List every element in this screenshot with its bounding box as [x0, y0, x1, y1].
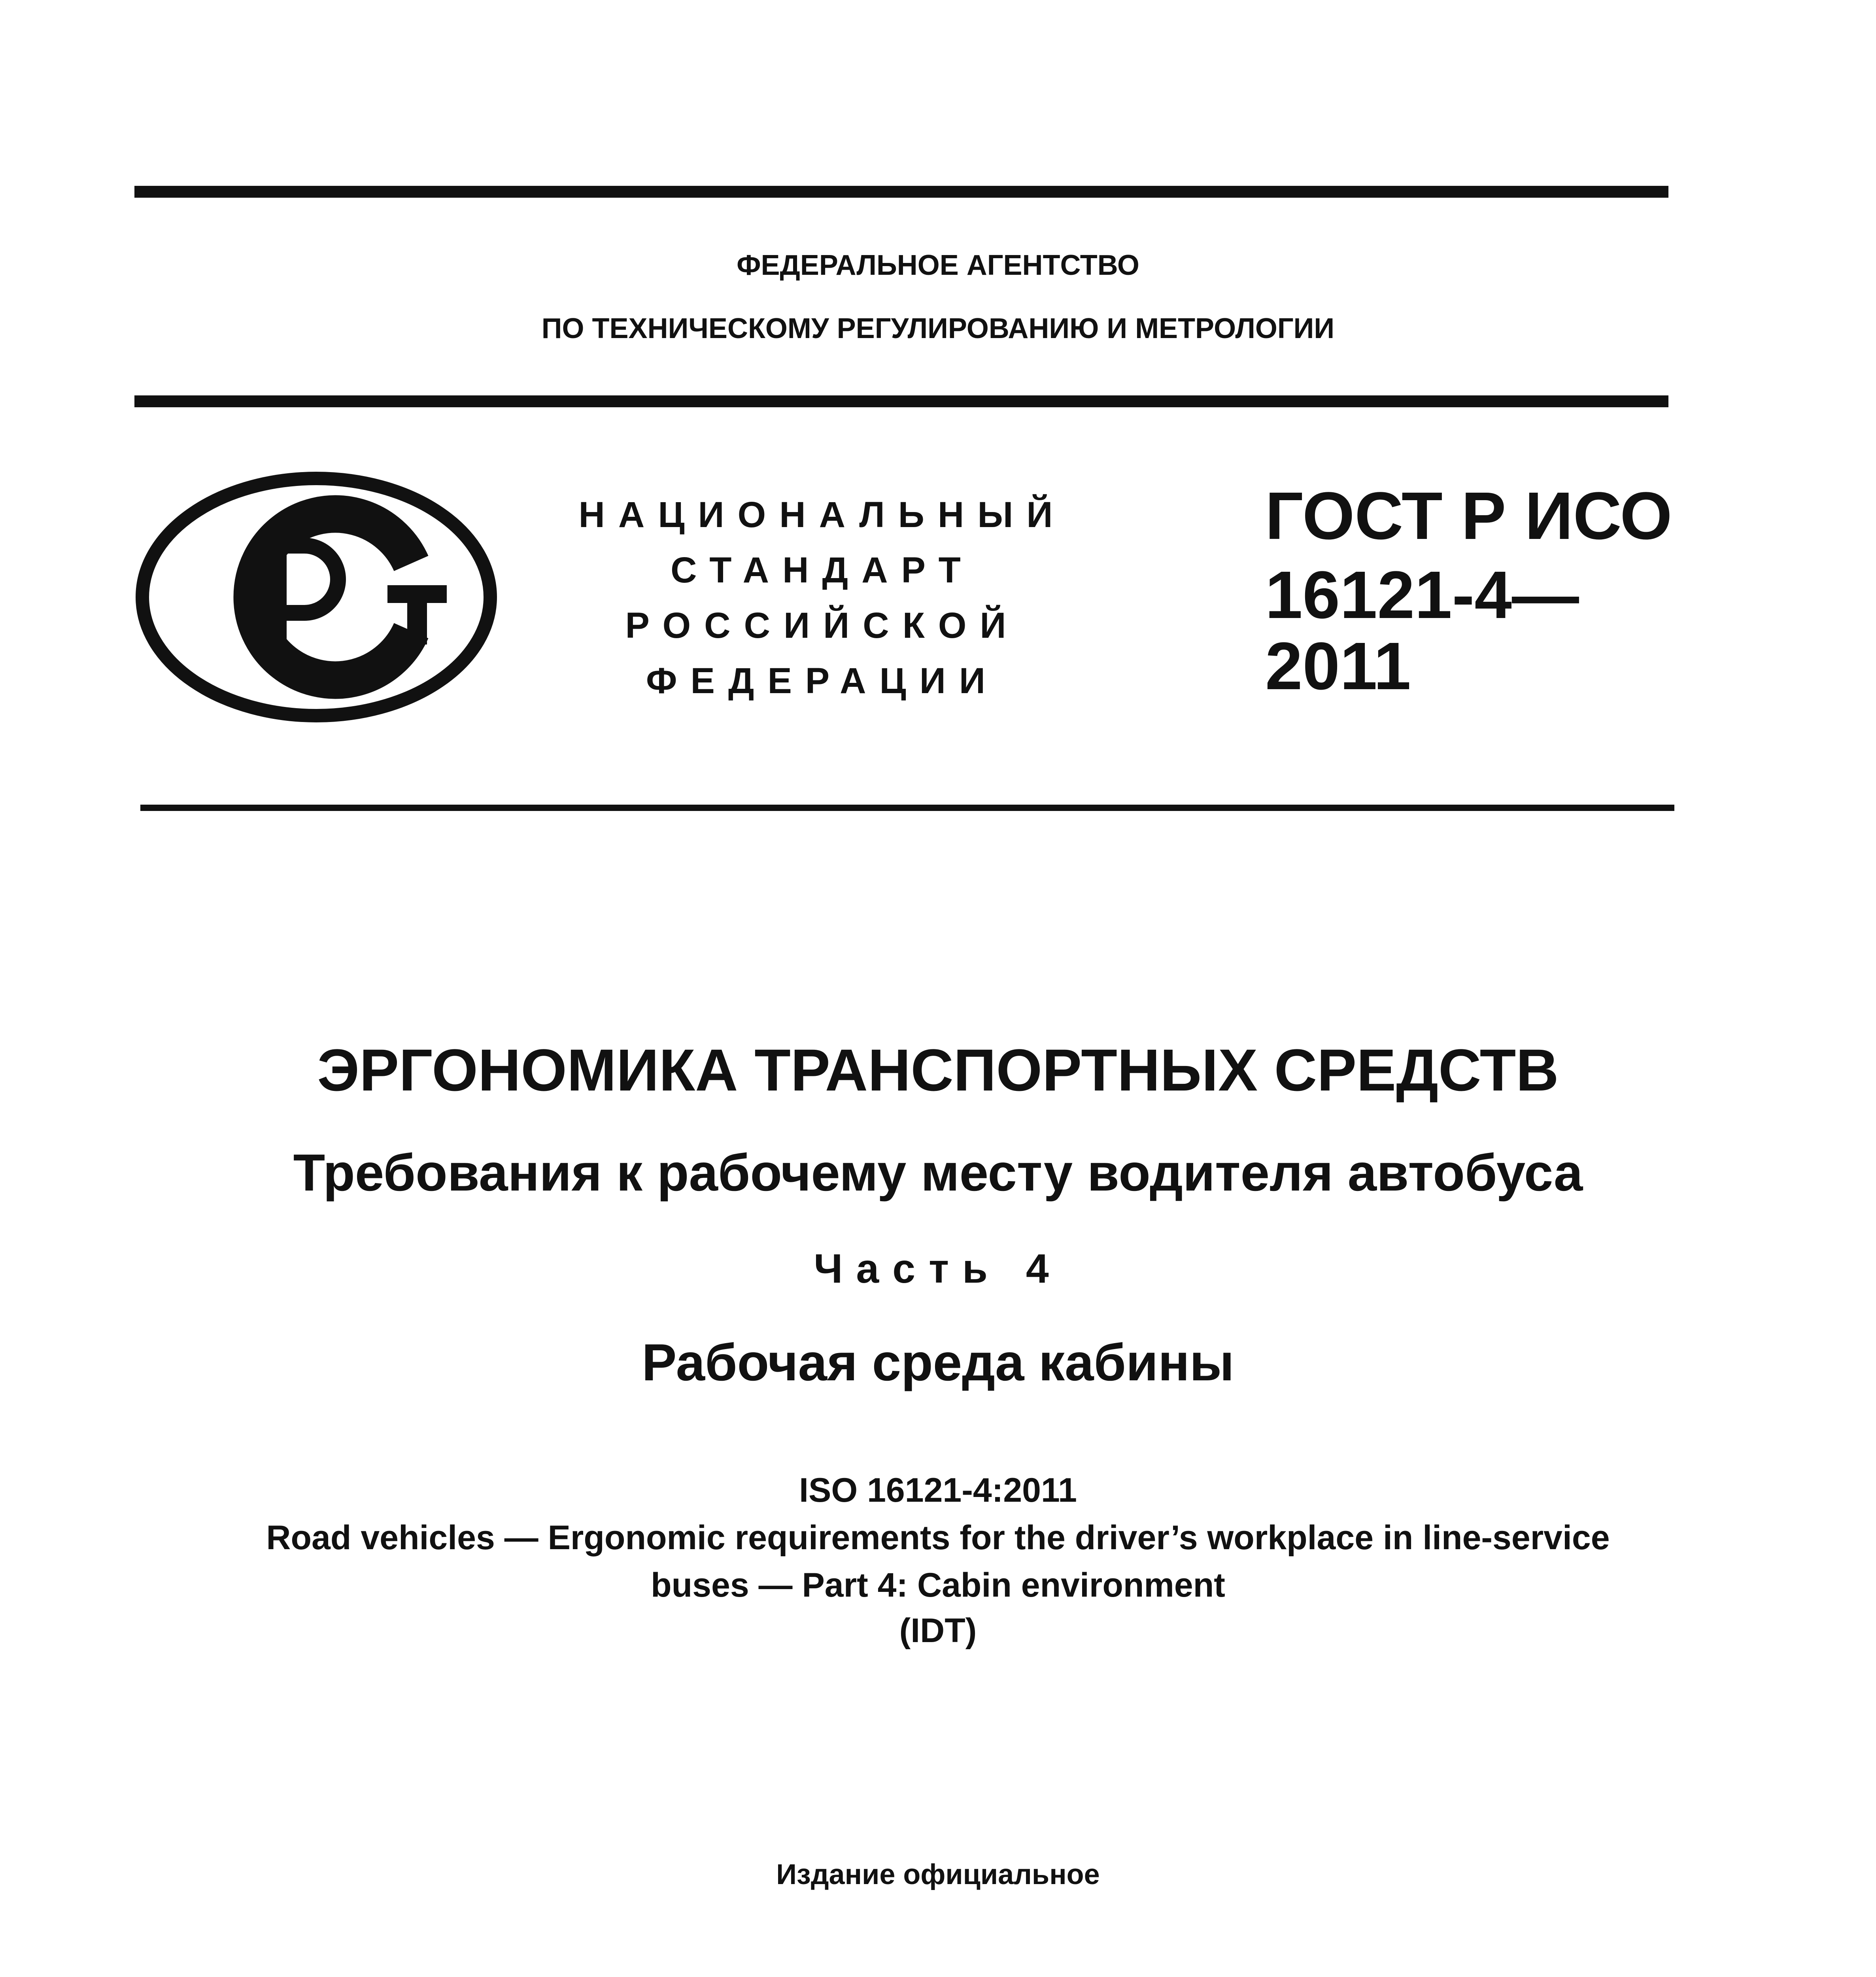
gost-designation-line-2: 16121-4— — [1265, 558, 1579, 633]
iso-identity-marker: (IDT) — [899, 1612, 977, 1650]
national-line-2: СТАНДАРТ — [671, 550, 974, 590]
top-rule — [134, 186, 1668, 198]
agency-line-2: ПО ТЕХНИЧЕСКОМУ РЕГУЛИРОВАНИЮ И МЕТРОЛОГИИ — [541, 313, 1335, 344]
gost-designation-line-1: ГОСТ Р ИСО — [1265, 478, 1672, 554]
edition-label: Издание официальное — [776, 1859, 1100, 1890]
main-title: ЭРГОНОМИКА ТРАНСПОРТНЫХ СРЕДСТВ — [317, 1037, 1559, 1103]
subtitle: Требования к рабочему месту водителя автобуса — [293, 1143, 1583, 1202]
rst-logo-icon — [134, 471, 498, 724]
national-line-4: ФЕДЕРАЦИИ — [646, 661, 999, 701]
iso-english-title-line-2: buses — Part 4: Cabin environment — [651, 1566, 1225, 1604]
national-line-1: НАЦИОНАЛЬНЫЙ — [578, 495, 1066, 535]
standard-block-rule — [140, 805, 1674, 811]
part-title: Рабочая среда кабины — [642, 1333, 1234, 1391]
part-number: Часть 4 — [814, 1246, 1062, 1292]
agency-line-1: ФЕДЕРАЛЬНОЕ АГЕНТСТВО — [737, 249, 1139, 281]
national-line-3: РОССИЙСКОЙ — [625, 605, 1020, 646]
iso-number: ISO 16121-4:2011 — [799, 1471, 1077, 1509]
header-rule — [134, 395, 1668, 407]
iso-english-title-line-1: Road vehicles — Ergonomic requirements for the driver’s workplace in line-service — [266, 1519, 1610, 1557]
gost-designation-line-3: 2011 — [1265, 629, 1411, 704]
